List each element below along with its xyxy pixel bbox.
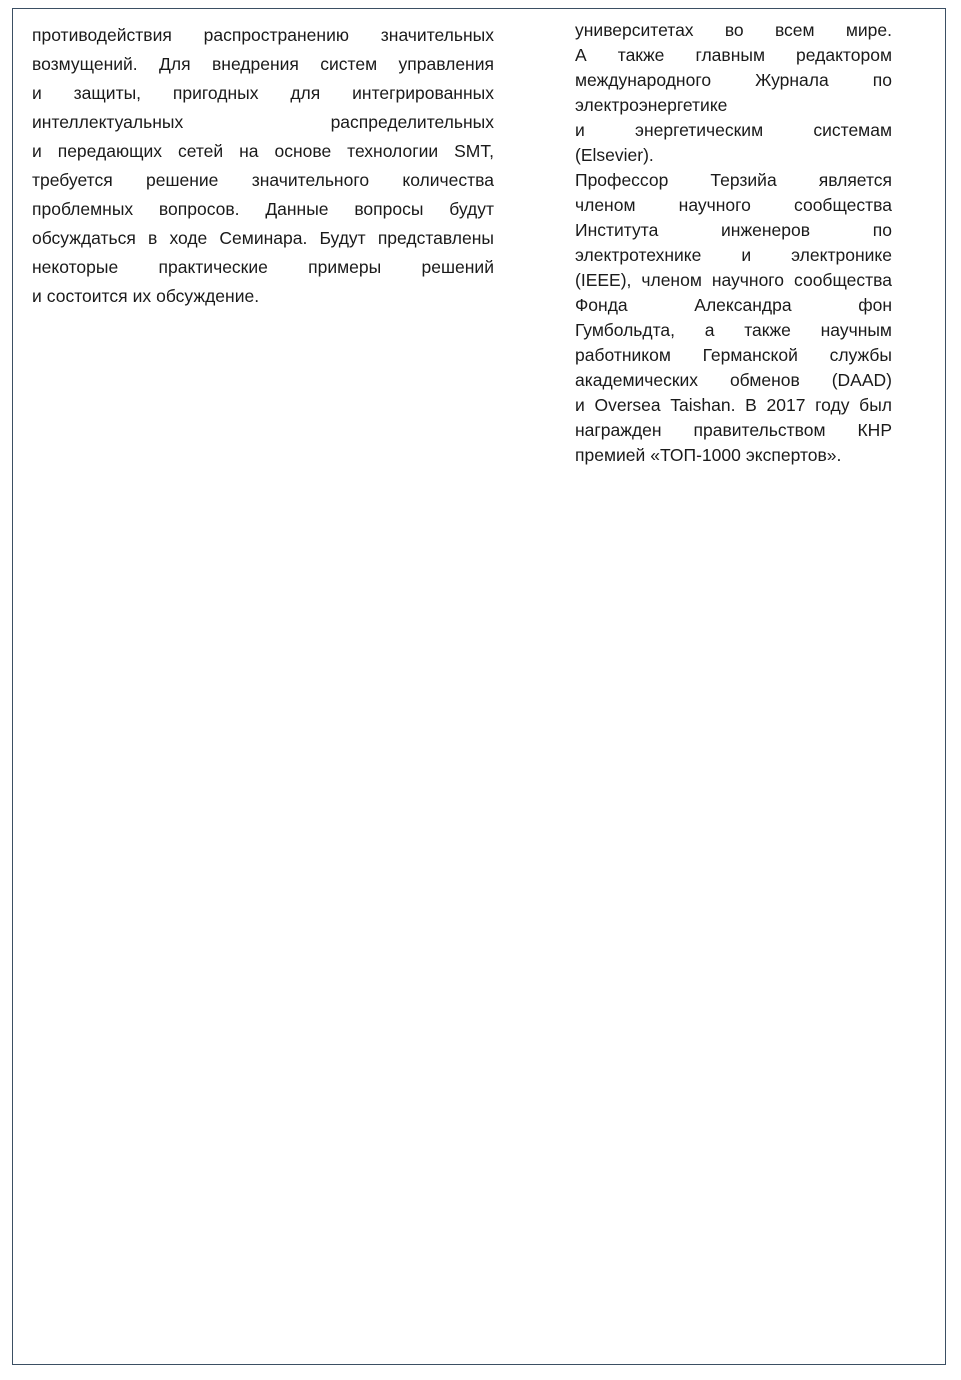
- left-text-line: требуется решение значительного количества: [32, 170, 494, 190]
- right-text-line: и энергетическим системам: [575, 120, 892, 140]
- right-text-line: Института инженеров по: [575, 220, 892, 240]
- right-text-line: (Elsevier).: [575, 145, 654, 165]
- right-text-column: [575, 18, 892, 468]
- right-text-line: академических обменов (DAAD): [575, 370, 892, 390]
- left-text-line: обсуждаться в ходе Семинара. Будут представлены: [32, 228, 494, 248]
- left-text-line: интеллектуальных распределительных: [32, 112, 494, 132]
- right-text-line: Профессор Терзийа является: [575, 170, 892, 190]
- left-text-line: проблемных вопросов. Данные вопросы будут: [32, 199, 494, 219]
- left-text-line: противодействия распространению значительных: [32, 25, 494, 45]
- left-text-line: некоторые практические примеры решений: [32, 257, 494, 277]
- right-text-line: Фонда Александра фон: [575, 295, 892, 315]
- left-text-column: [32, 21, 494, 311]
- right-text-line: премией «ТОП-1000 экспертов».: [575, 445, 842, 465]
- right-text-line: работником Германской службы: [575, 345, 892, 365]
- right-text-line: Гумбольдта, а также научным: [575, 320, 892, 340]
- left-text-line: возмущений. Для внедрения систем управления: [32, 54, 494, 74]
- left-text-line: и состоится их обсуждение.: [32, 286, 260, 306]
- right-text-line: электроэнергетике: [575, 95, 728, 115]
- right-text-line: университетах во всем мире.: [575, 20, 892, 40]
- left-text-line: и передающих сетей на основе технологии SMT,: [32, 141, 494, 161]
- right-text-line: электротехнике и электронике: [575, 245, 892, 265]
- right-text-line: А также главным редактором: [575, 45, 892, 65]
- right-text-line: (IEEE), членом научного сообщества: [575, 270, 892, 290]
- left-text-line: и защиты, пригодных для интегрированных: [32, 83, 494, 103]
- right-text-line: международного Журнала по: [575, 70, 892, 90]
- right-text-line: и Oversea Taishan. В 2017 году был: [575, 395, 892, 415]
- right-text-line: членом научного сообщества: [575, 195, 892, 215]
- right-text-line: награжден правительством КНР: [575, 420, 892, 440]
